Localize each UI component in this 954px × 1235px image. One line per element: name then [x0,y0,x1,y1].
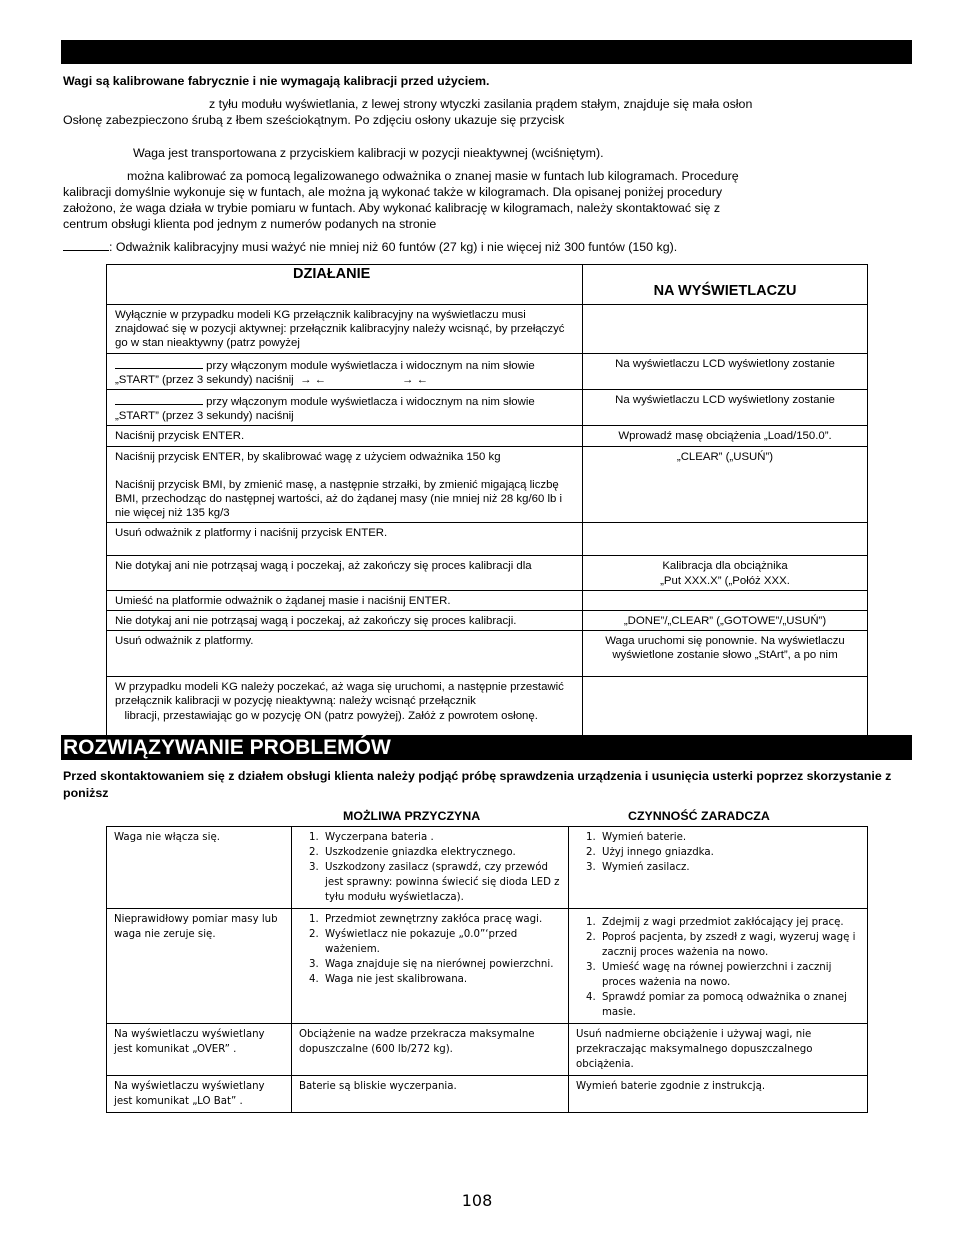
table-row-display: Na wyświetlaczu LCD wyświetlony zostanie [583,353,868,389]
section-header-bar [61,40,912,64]
problem-cell: Na wyświetlaczu wyświetlany jest komunikat „OVER” . [107,1024,292,1076]
intro-text-line: kalibracji domyślnie wykonuje się w funtach, ale można ją wykonać także w kilogramach. Dla opisanej poniżej procedury [63,185,723,199]
intro-text-line: Waga jest transportowana z przyciskiem kalibracji w pozycji nieaktywnej (wciśniętym). [133,146,604,160]
table-row-action: Umieść na platformie odważnik o żądanej masie i naciśnij ENTER. [107,590,583,610]
list-item: 2. Uszkodzenie gniazdka elektrycznego. [322,845,561,860]
list-item: 1. Przedmiot zewnętrzny zakłóca pracę wagi. [322,912,561,927]
table-row-action: Usuń odważnik z platformy. [107,631,583,677]
table-row-display [583,677,868,738]
table-row [107,827,868,909]
list-item: 3. Wymień zasilacz. [599,860,860,875]
remedy-cell: Wymień baterie zgodnie z instrukcją. [569,1076,868,1113]
table-row [107,1076,868,1113]
list-item: 1. Wymień baterie. [599,830,860,845]
table-row-display: Na wyświetlaczu LCD wyświetlony zostanie [583,390,868,426]
action-column-header: DZIAŁANIE [107,265,583,305]
list-item: 2. Poproś pacjenta, by zszedł z wagi, wyzeruj wagę i zacznij proces ważenia na nowo. [599,930,860,960]
remedy-column-header: CZYNNOŚĆ ZARADCZA [628,809,770,823]
problem-cell: Nieprawidłowy pomiar masy lub waga nie zeruje się. [107,909,292,1024]
remedy-cell [569,909,868,1024]
list-item: 2. Użyj innego gniazdka. [599,845,860,860]
table-row-action: przy włączonym module wyświetlacza i widocznym na nim słowie „START” (przez 3 sekundy) naciśnij [107,390,583,426]
list-item: 2. Wyświetlacz nie pokazuje „0.0”‘przed ważeniem. [322,927,561,957]
table-row-display: „CLEAR” („USUŃ”) [583,446,868,523]
factory-calibration-note: Wagi są kalibrowane fabrycznie i nie wymagają kalibracji przed użyciem. [63,74,490,88]
cause-column-header: MOŻLIWA PRZYCZYNA [343,809,481,823]
table-row-action: Wyłącznie w przypadku modeli KG przełącznik kalibracyjny na wyświetlaczu musi znajdować się w pozycji aktywnej: przełącznik kalibracyjny należy wcisnąć, by przełączyć go w stan nieaktywny (patrz powyżej [107,305,583,354]
table-row-action: Naciśnij przycisk ENTER. [107,426,583,446]
table-row-display [583,590,868,610]
problem-cell: Waga nie włącza się. [107,827,292,909]
table-row-display: Waga uruchomi się ponownie. Na wyświetlaczu wyświetlone zostanie słowo „StArt”, a po nim [583,631,868,677]
troubleshooting-intro: Przed skontaktowaniem się z działem obsługi klienta należy podjąć próbę sprawdzenia urządzenia i usunięcia usterki poprzez skorzystanie z poniższ [63,769,892,800]
intro-text-line: założono, że waga działa w trybie pomiaru w funtach. Aby wykonać kalibrację w kilogramach, należy skontaktować się z [63,201,721,215]
display-column-header: NA WYŚWIETLACZU [583,265,868,305]
table-row-action: Naciśnij przycisk ENTER, by skalibrować wagę z użyciem odważnika 150 kg Naciśnij przycisk BMI, by zmienić masę, a następnie strzałki, by zmienić migającą liczbę BMI, przechodząc do następnej wartości, aż do żądanej masy (nie mniej niż 28 kg/60 lb i nie więcej niż 135 kg/3 [107,446,583,523]
intro-text-line: Osłonę zabezpieczono śrubą z łbem sześciokątnym. Po zdjęciu osłony ukazuje się przycisk [63,113,565,127]
table-row-display: Wprowadź masę obciążenia „Load/150.0”. [583,426,868,446]
table-row-action: Usuń odważnik z platformy i naciśnij przycisk ENTER. [107,523,583,556]
arrow-keys-icon: → ← [300,373,327,386]
cause-cell [292,909,569,1024]
list-item: 1. Wyczerpana bateria . [322,830,561,845]
arrow-keys-icon: → ← [402,373,428,386]
troubleshooting-table [106,826,868,1113]
table-row-display: „DONE”/„CLEAR” („GOTOWE”/„USUŃ”) [583,611,868,631]
list-item: 3. Uszkodzony zasilacz (sprawdź, czy przewód jest sprawny: powinna świecić się dioda LED z tyłu modułu wyświetlacza). [322,860,561,905]
table-row-display [583,523,868,556]
list-item: 3. Umieść wagę na równej powierzchni i zacznij proces ważenia na nowo. [599,960,860,990]
intro-text-line: można kalibrować za pomocą legalizowanego odważnika o znanej masie w funtach lub kilogramach. Procedurę [127,169,739,183]
table-row-action: W przypadku modeli KG należy poczekać, aż waga się uruchomi, a następnie przestawić przełącznik kalibracji w pozycję nieaktywną: należy wcisnąć przełącznik libracji, przestawiając go w pozycję ON (patrz powyżej). Załóż z powrotem osłonę. [107,677,583,738]
remedy-cell [569,827,868,909]
table-row-action: przy włączonym module wyświetlacza i widocznym na nim słowie „START” (przez 3 sekundy) naciśnij → ← → ← [107,353,583,389]
blank-underline [115,393,203,405]
blank-underline [115,357,203,369]
calibration-table [106,264,868,738]
problem-cell: Na wyświetlaczu wyświetlany jest komunikat „LO Bat” . [107,1076,292,1113]
page-number: 108 [461,1191,493,1210]
list-item: 1. Zdejmij z wagi przedmiot zakłócający jej pracę. [599,915,860,930]
table-row [107,909,868,1024]
cause-cell [292,827,569,909]
table-row-action: Nie dotykaj ani nie potrząsaj wagą i poczekaj, aż zakończy się proces kalibracji. [107,611,583,631]
table-row-action: Nie dotykaj ani nie potrząsaj wagą i poczekaj, aż zakończy się proces kalibracji dla [107,556,583,590]
list-item: 3. Waga znajduje się na nierównej powierzchni. [322,957,561,972]
intro-text-line: z tyłu modułu wyświetlania, z lewej strony wtyczki zasilania prądem stałym, znajduje się mała osłon [209,97,753,111]
remedy-cell: Usuń nadmierne obciążenie i używaj wagi, nie przekraczając maksymalnego dopuszczalnego obciążenia. [569,1024,868,1076]
weight-note: : Odważnik kalibracyjny musi ważyć nie mniej niż 60 funtów (27 kg) i nie więcej niż 300 funtów (150 kg). [63,239,677,256]
troubleshooting-heading: ROZWIĄZYWANIE PROBLEMÓW [61,735,912,760]
table-row-display [583,305,868,354]
cause-cell: Baterie są bliskie wyczerpania. [292,1076,569,1113]
list-item: 4. Sprawdź pomiar za pomocą odważnika o znanej masie. [599,990,860,1020]
table-row-display: Kalibracja dla obciążnika „Put XXX.X” („Połóż XXX. [583,556,868,590]
cause-cell: Obciążenie na wadze przekracza maksymalne dopuszczalne (600 lb/272 kg). [292,1024,569,1076]
list-item: 4. Waga nie jest skalibrowana. [322,972,561,987]
blank-underline [63,239,109,251]
intro-text-line: centrum obsługi klienta pod jednym z numerów podanych na stronie [63,217,437,231]
table-row [107,1024,868,1076]
